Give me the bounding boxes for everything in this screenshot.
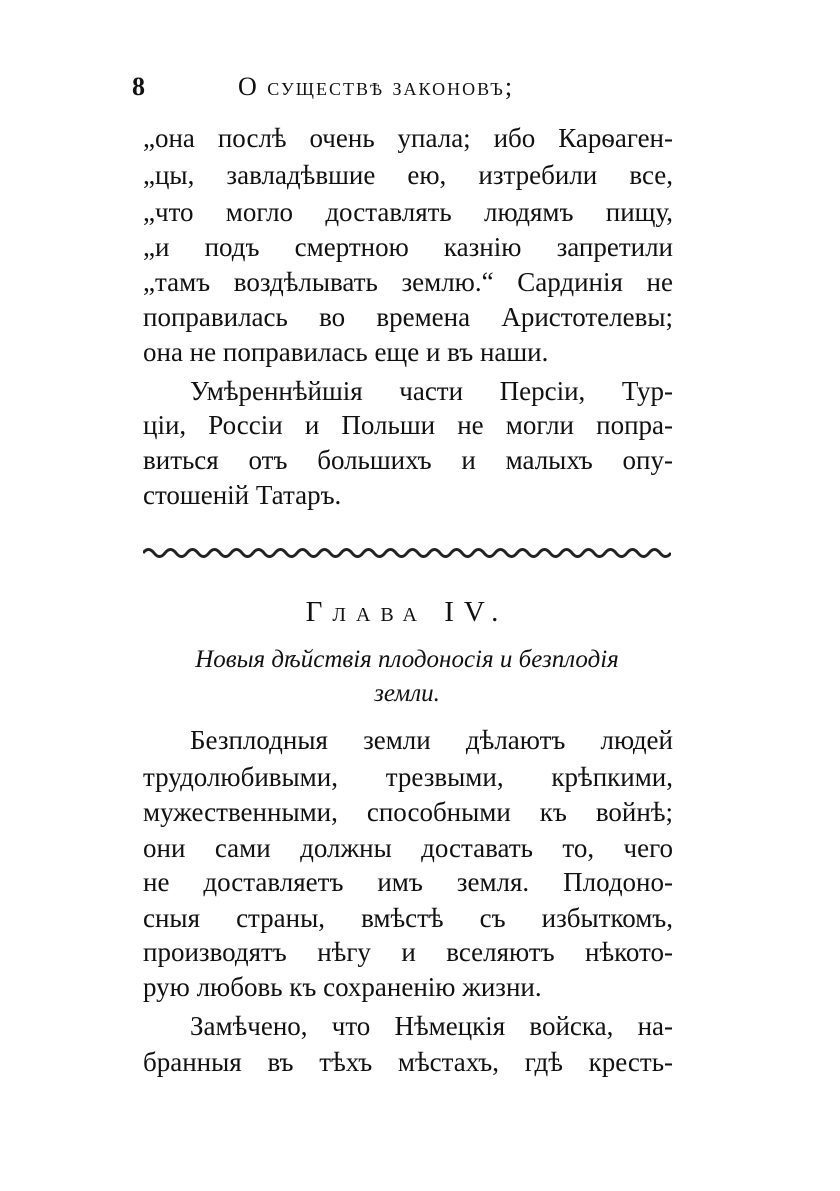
running-title: О существѣ законовъ; xyxy=(238,72,515,101)
chapter-subtitle: Новыя дѣйствія плодоносія и безплодія xyxy=(195,646,619,673)
text-line: не доставляетъ имъ земля. Плодоно- xyxy=(143,867,673,897)
ornament-separator xyxy=(143,542,671,564)
text-line: бранныя въ тѣхъ мѣстахъ, гдѣ кресть- xyxy=(143,1047,673,1077)
text-line: „что могло доставлять людямъ пищу, xyxy=(143,197,673,227)
text-line: сныя страны, вмѣстѣ съ избыткомъ, xyxy=(143,903,673,933)
text-line: виться отъ большихъ и малыхъ опу- xyxy=(143,445,673,475)
text-line: она не поправилась еще и въ наши. xyxy=(143,337,549,367)
text-line: они сами должны доставать то, чего xyxy=(143,833,673,863)
text-line: „она послѣ очень упала; ибо Карѳаген- xyxy=(143,123,673,153)
text-line: рую любовь къ сохраненію жизни. xyxy=(143,972,542,1002)
chapter-title: Глава IV. xyxy=(305,596,509,628)
running-head xyxy=(132,72,572,112)
text-line: „и подъ смертною казнію запретили xyxy=(143,232,673,262)
text-line: производятъ нѣгу и вселяютъ нѣкото- xyxy=(143,937,673,967)
chapter-subtitle: земли. xyxy=(374,680,440,707)
text-line: „тамъ воздѣлывать землю.“ Сардинія не xyxy=(143,267,673,297)
text-line: поправилась во времена Аристотелевы; xyxy=(143,302,673,332)
text-line: Безплодныя земли дѣлаютъ людей xyxy=(190,725,673,755)
text-line: „цы, завладѣвшие ею, изтребили все, xyxy=(143,160,673,190)
page-number: 8 xyxy=(132,72,147,101)
text-line: ціи, Россіи и Польши не могли попра- xyxy=(143,410,673,440)
text-line: трудолюбивыми, трезвыми, крѣпкими, xyxy=(143,762,673,792)
text-line: Умѣреннѣйшія части Персіи, Тур- xyxy=(190,376,673,406)
text-line: стошеній Татаръ. xyxy=(143,480,342,510)
text-line: Замѣчено, что Нѣмецкія войска, на- xyxy=(190,1011,673,1041)
text-line: мужественными, способными къ войнѣ; xyxy=(143,797,673,827)
